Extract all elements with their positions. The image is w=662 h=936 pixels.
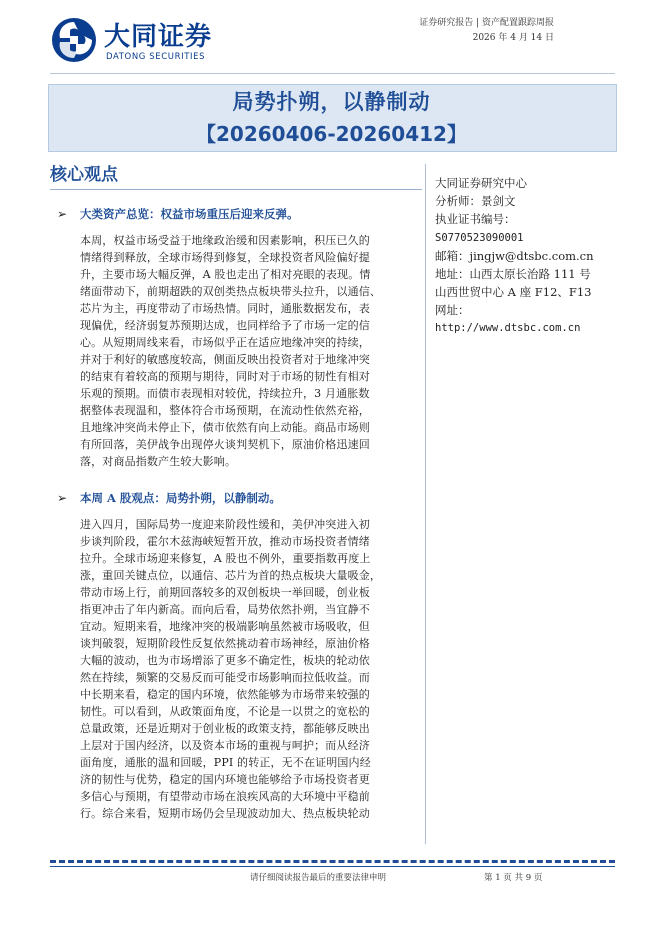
paragraph-line: 芯片为主，再度带动了市场热情。同时，通胀数据发布，表 <box>80 302 370 315</box>
paragraph-line: 进入四月，国际局势一度迎来阶段性缓和，美伊冲突进入初 <box>80 518 370 531</box>
paragraph-line: 拉升。全球市场迎来修复，A 股也不例外，重要指数再度上 <box>80 552 371 565</box>
analyst-email[interactable]: 邮箱：jingjw@dtsbc.com.cn <box>435 249 594 263</box>
paragraph-line: 绪面带动下，前期超跌的双创类热点板块带头拉升，以通信、 <box>80 285 382 298</box>
paragraph-line: 并对于利好的敏感度较高，侧面反映出投资者对于地缘冲突 <box>80 353 370 366</box>
paragraph-line: 乐观的预期。而债市表现相对较优，持续拉升，3 月通胀数 <box>80 387 370 400</box>
paragraph-line: 多信心与预期，有望带动市场在浪疾风高的大环境中平稳前 <box>80 790 370 803</box>
address-line-1: 地址：山西太原长治路 111 号 <box>435 267 591 281</box>
paragraph-line: 上层对于国内经济，以及资本市场的重视与呵护；而从经济 <box>80 739 370 752</box>
paragraph-line: 现偏优，经济弱复苏预期达成，也同样给予了市场一定的信 <box>80 319 370 332</box>
analyst-name: 分析师：景剑文 <box>435 194 516 208</box>
footer-disclaimer: 请仔细阅读报告最后的重要法律申明 <box>250 873 387 883</box>
paragraph-line: 心。从短期周线来看，市场似乎正在适应地缘冲突的持续， <box>80 336 370 349</box>
core-divider <box>50 189 422 190</box>
research-center: 大同证券研究中心 <box>435 176 527 190</box>
footer-dashed-rule <box>50 860 615 863</box>
paragraph-line: 然在持续，频繁的交易反而可能受市场影响而拉低收益。而 <box>80 671 370 684</box>
paragraph-line: 据整体表现温和，整体符合市场预期，在流动性依然充裕， <box>80 404 370 417</box>
paragraph-line: 韧性。可以看到，从政策面角度，不论是一以贯之的宽松的 <box>80 705 370 718</box>
cert-label: 执业证书编号： <box>435 212 516 226</box>
paragraph-line: 济的韧性与优势，稳定的国内环境也能够给予市场投资者更 <box>80 773 370 786</box>
paragraph-line: 中长期来看，稳定的国内环境，依然能够为市场带来较强的 <box>80 688 370 701</box>
paragraph-line: 的结束有着较高的预期与期待，同时对于市场的韧性有相对 <box>80 370 370 383</box>
paragraph-line: 且地缘冲突尚未停止下，债市依然有向上动能。商品市场则 <box>80 421 370 434</box>
paragraph-line: 本周，权益市场受益于地缘政治缓和因素影响，积压已久的 <box>80 234 370 247</box>
brand-name-en: DATONG SECURITIES <box>106 52 206 62</box>
page-number: 第 1 页 共 9 页 <box>484 873 543 883</box>
website-label: 网址： <box>435 303 470 317</box>
bullet-arrow-icon: ➢ <box>57 491 68 505</box>
bullet-arrow-icon: ➢ <box>57 207 68 221</box>
cert-number: S0770523090001 <box>435 232 524 244</box>
paragraph-line: 行。综合来看，短期市场仍会呈现波动加大、热点板块轮动 <box>80 807 370 820</box>
column-divider <box>425 164 426 844</box>
footer-rule <box>50 866 615 867</box>
paragraph-line: 落，对商品指数产生较大影响。 <box>80 455 237 468</box>
brand-name-cn: 大同证券 <box>104 22 213 52</box>
section-heading: 本周 A 股观点：局势扑朔，以静制动。 <box>80 491 281 505</box>
paragraph-line: 有所回落，美伊战争出现停火谈判契机下，原油价格迅速回 <box>80 438 370 451</box>
header-divider <box>50 73 615 74</box>
paragraph-line: 谈判破裂，短期阶段性反复依然挑动着市场神经，原油价格 <box>80 637 370 650</box>
core-heading: 核心观点 <box>50 165 118 185</box>
paragraph-line: 指更冲击了年内新高。而向后看，局势依然扑朔，当宜静不 <box>80 603 370 616</box>
report-date: 2026 年 4 月 14 日 <box>472 33 554 43</box>
paragraph-line: 升，主要市场大幅反弹，A 股也走出了相对亮眼的表现。情 <box>80 268 371 281</box>
website-link[interactable]: http://www.dtsbc.com.cn <box>435 322 581 334</box>
paragraph-line: 面角度，通胀的温和回暖，PPI 的转正，无不在证明国内经 <box>80 756 371 769</box>
report-title: 局势扑朔，以静制动 <box>232 89 431 114</box>
paragraph-line: 涨，重回关键点位，以通信、芯片为首的热点板块大量吸金， <box>80 569 382 582</box>
report-type: 证券研究报告 | 资产配置跟踪周报 <box>419 18 554 28</box>
paragraph-line: 大幅的波动，也为市场增添了更多不确定性，板块的轮动依 <box>80 654 370 667</box>
datong-logo-icon <box>50 16 98 64</box>
paragraph-line: 情绪得到释放，全球市场得到修复，全球投资者风险偏好提 <box>80 251 370 264</box>
paragraph-line: 步谈判阶段，霍尔木兹海峡短暂开放，推动市场投资者情绪 <box>80 535 370 548</box>
paragraph-line: 宜动。短期来看，地缘冲突的极端影响虽然被市场吸收，但 <box>80 620 370 633</box>
paragraph-line: 总量政策，还是近期对于创业板的政策支持，都能够反映出 <box>80 722 370 735</box>
section-heading: 大类资产总览：权益市场重压后迎来反弹。 <box>80 207 299 221</box>
report-period: 【20260406-20260412】 <box>196 122 467 146</box>
address-line-2: 山西世贸中心 A 座 F12、F13 <box>435 285 592 299</box>
paragraph-line: 带动市场上行，前期回落较多的双创板块一举回暖，创业板 <box>80 586 370 599</box>
